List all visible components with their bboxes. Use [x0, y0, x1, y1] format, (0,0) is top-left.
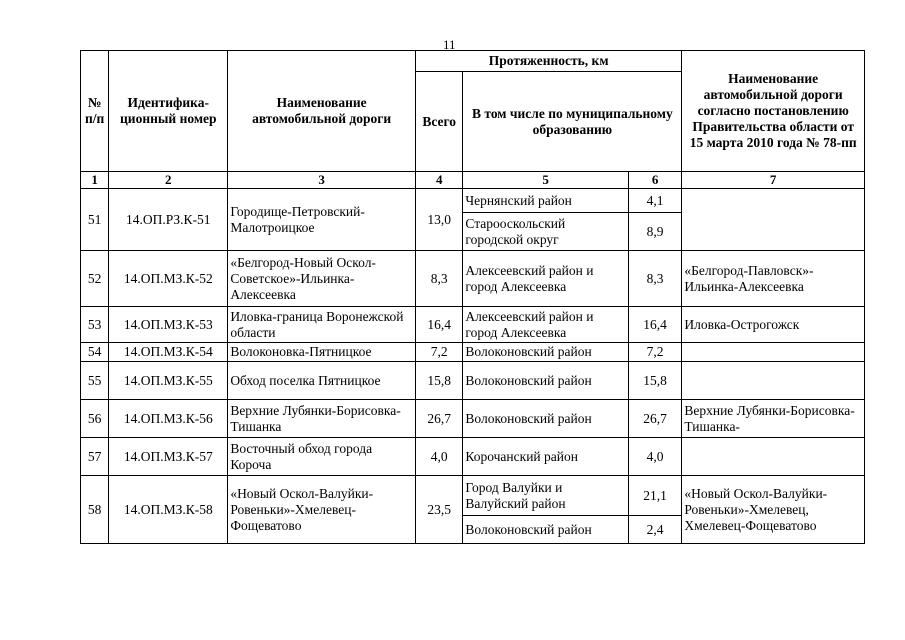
table-row	[81, 189, 865, 213]
row-id: 14.ОП.РЗ.К-51	[109, 189, 228, 251]
row-area: Чернянский район	[463, 189, 628, 213]
row-num: 54	[81, 343, 109, 362]
row-name: «Белгород-Новый Оскол-Советское»-Ильинка-Алексеевка	[228, 251, 416, 307]
row-name: Восточный обход города Короча	[228, 438, 416, 476]
col-number: 7	[682, 172, 865, 189]
row-area: Волоконовский район	[463, 400, 628, 438]
row-num: 51	[81, 189, 109, 251]
row-id: 14.ОП.МЗ.К-55	[109, 362, 228, 400]
row-area: Волоконовский район	[463, 362, 628, 400]
row-id: 14.ОП.МЗ.К-52	[109, 251, 228, 307]
col-number: 3	[228, 172, 416, 189]
row-old-name	[682, 438, 865, 476]
row-km: 8,3	[628, 251, 681, 307]
row-km: 15,8	[628, 362, 681, 400]
row-num: 52	[81, 251, 109, 307]
header-including: В том числе по муниципальному образованию	[463, 72, 682, 172]
row-total: 4,0	[415, 438, 462, 476]
row-name: Городище-Петровский-Малотроицкое	[228, 189, 416, 251]
row-total: 26,7	[415, 400, 462, 438]
row-area: Корочанский район	[463, 438, 628, 476]
row-total: 8,3	[415, 251, 462, 307]
row-total: 15,8	[415, 362, 462, 400]
row-old-name	[682, 343, 865, 362]
roads-table	[80, 50, 865, 544]
table-row	[81, 476, 865, 516]
row-area: Город Валуйки и Валуйский район	[463, 476, 628, 516]
table-row	[81, 251, 865, 307]
row-id: 14.ОП.МЗ.К-54	[109, 343, 228, 362]
col-number: 2	[109, 172, 228, 189]
table-row	[81, 400, 865, 438]
row-num: 53	[81, 307, 109, 343]
header-name: Наименование автомобильной дороги	[228, 51, 416, 172]
row-total: 23,5	[415, 476, 462, 544]
row-old-name	[682, 189, 865, 251]
header-old-name: Наименование автомобильной дороги согласно постановлению Правительства области от 15 марта 2010 года № 78-пп	[682, 51, 865, 172]
row-total: 7,2	[415, 343, 462, 362]
row-total: 13,0	[415, 189, 462, 251]
row-num: 55	[81, 362, 109, 400]
row-km: 16,4	[628, 307, 681, 343]
row-area: Старооскольский городской округ	[463, 213, 628, 251]
header-id: Идентифика-ционный номер	[109, 51, 228, 172]
row-old-name: «Новый Оскол-Валуйки-Ровеньки»-Хмелевец, Хмелевец-Фощеватово	[682, 476, 865, 544]
page-number: 11	[443, 37, 456, 52]
col-number: 5	[463, 172, 628, 189]
row-name: Иловка-граница Воронежской области	[228, 307, 416, 343]
row-km: 2,4	[628, 516, 681, 544]
row-id: 14.ОП.МЗ.К-57	[109, 438, 228, 476]
table-row	[81, 438, 865, 476]
row-id: 14.ОП.МЗ.К-53	[109, 307, 228, 343]
row-old-name: Верхние Лубянки-Борисовка-Тишанка-	[682, 400, 865, 438]
row-old-name: Иловка-Острогожск	[682, 307, 865, 343]
row-name: Волоконовка-Пятницкое	[228, 343, 416, 362]
table-row	[81, 362, 865, 400]
row-num: 58	[81, 476, 109, 544]
table-row	[81, 307, 865, 343]
row-area: Алексеевский район и город Алексеевка	[463, 307, 628, 343]
row-name: Обход поселка Пятницкое	[228, 362, 416, 400]
row-area: Волоконовский район	[463, 516, 628, 544]
row-km: 26,7	[628, 400, 681, 438]
row-km: 8,9	[628, 213, 681, 251]
row-km: 4,1	[628, 189, 681, 213]
col-number: 6	[628, 172, 681, 189]
row-name: Верхние Лубянки-Борисовка-Тишанка	[228, 400, 416, 438]
row-id: 14.ОП.МЗ.К-56	[109, 400, 228, 438]
row-area: Алексеевский район и город Алексеевка	[463, 251, 628, 307]
header-num: № п/п	[81, 51, 109, 172]
row-num: 57	[81, 438, 109, 476]
row-num: 56	[81, 400, 109, 438]
col-number: 4	[415, 172, 462, 189]
row-area: Волоконовский район	[463, 343, 628, 362]
row-name: «Новый Оскол-Валуйки-Ровеньки»-Хмелевец-Фощеватово	[228, 476, 416, 544]
table-row	[81, 343, 865, 362]
row-old-name	[682, 362, 865, 400]
row-total: 16,4	[415, 307, 462, 343]
col-number: 1	[81, 172, 109, 189]
row-id: 14.ОП.МЗ.К-58	[109, 476, 228, 544]
header-total: Всего	[415, 72, 462, 172]
header-length: Протяженность, км	[415, 51, 681, 72]
row-old-name: «Белгород-Павловск»-Ильинка-Алексеевка	[682, 251, 865, 307]
row-km: 21,1	[628, 476, 681, 516]
row-km: 4,0	[628, 438, 681, 476]
row-km: 7,2	[628, 343, 681, 362]
